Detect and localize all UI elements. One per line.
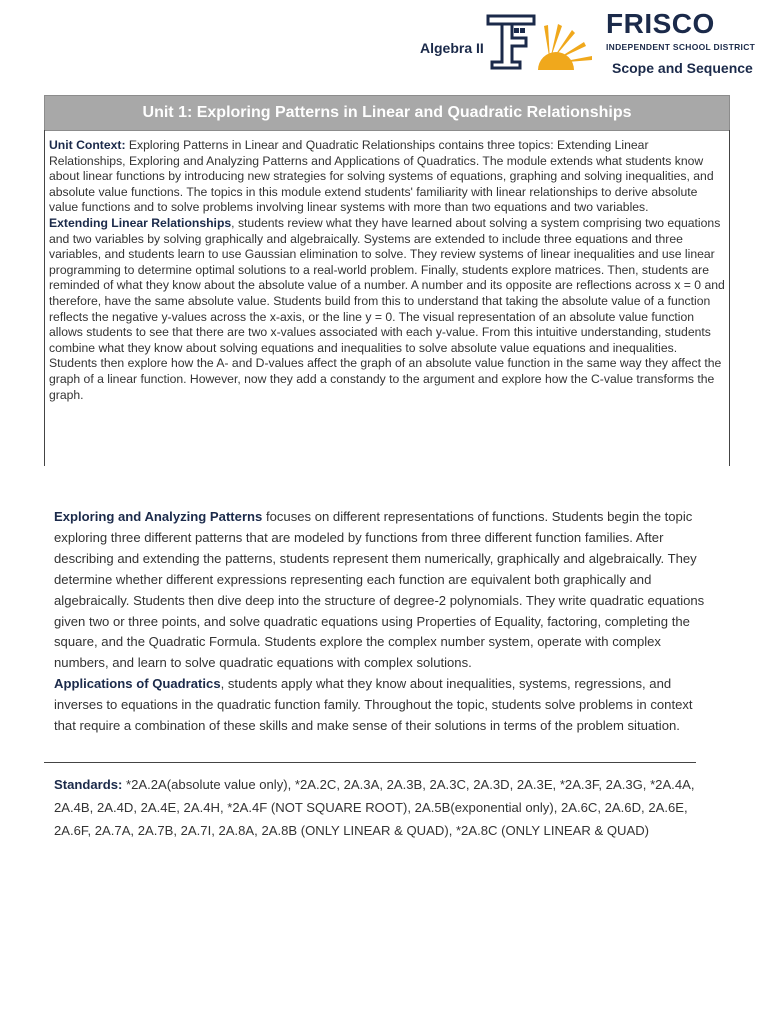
topic3-text: , students apply what they know about inequalities, systems, regressions, and inverses to equations in the quadratic function family. Throughout the topic, students solve problems in context that require a combination of these skills and make sense of their solutions in terms of the problem situation.: [54, 676, 693, 734]
topic1-text: , students review what they have learned about solving a system comprising two equations and two variables by solving graphically and algebraically. Systems are extended to include three equations and three variables, and students learn to use Gaussian elimination to solve. They review systems of linear inequalities and use linear programming to determine optimal solutions to a real-world problem. Finally, students explore matrices. Then, students are reminded of what they know about the absolute value of a number. A number and its opposite are reflections across x = 0 and therefore, have the same absolute value. Students build from this to understand that taking the absolute value of a function reflects the negative y-values across the x-axis, or the line y = 0. The visual representation of an absolute value function allows students to see that there are two x-values associated with each y-value. From this intuitive understanding, students combine what they know about solving equations and inequalities to solve absolute value equations and inequalities. Students then explore how the A- and D-values affect the graph of an absolute value function in the same way they affect the graph of a linear function. However, now they add a constandy to the argument and explore how the C-value transforms the graph.: [49, 215, 725, 402]
topics-section: [54, 507, 714, 737]
context-text: Exploring Patterns in Linear and Quadratic Relationships contains three topics: Extending Linear Relationships, Exploring and Analyzing Patterns and Applications of Quadratics. The module extends what students know about linear functions by introducing new strategies for solving systems of equations, graphing and solving inequalities, and absolute value functions. The topics in this module extend students' familiarity with linear relationships to derive absolute value functions and to solve problems involving linear systems with more than two equations and two variables.: [49, 138, 714, 215]
topic2-text: focuses on different representations of functions. Students begin the topic exploring three different patterns that are modeled by functions from three different function families. After describing and extending the patterns, students represent them numerically, graphically and algebraically. They determine whether different expressions representing each function are equivalent both graphically and algebraically. Students then dive deep into the structure of degree-2 polynomials. They write quadratic equations given two or three points, and solve quadratic equations using Properties of Equality, factoring, completing the square, and the Quadratic Formula. Students explore the complex number system, operate with complex numbers, and learn to solve quadratic equations with complex solutions.: [54, 509, 705, 671]
document-type: Scope and Sequence: [612, 60, 753, 76]
district-subtitle: INDEPENDENT SCHOOL DISTRICT: [606, 42, 756, 52]
district-name: FRISCO: [606, 8, 715, 39]
standards-text: *2A.2A(absolute value only), *2A.2C, 2A.3A, 2A.3B, 2A.3C, 2A.3D, 2A.3E, *2A.3F, 2A.3G, *2A.4A, 2A.4B, 2A.4D, 2A.4E, 2A.4H, *2A.4F (NOT SQUARE ROOT), 2A.5B(exponential only), 2A.6C, 2A.6D, 2A.6E, 2A.6F, 2A.7A, 2A.7B, 2A.7I, 2A.8A, 2A.8B (ONLY LINEAR & QUAD), *2A.8C (ONLY LINEAR & QUAD): [54, 777, 695, 838]
frisco-logo-icon: [480, 10, 600, 70]
section-divider: [44, 762, 696, 763]
topic3-label: Applications of Quadratics: [54, 676, 221, 692]
unit-title-bar: [44, 95, 730, 131]
unit-context-paragraph: [45, 130, 729, 403]
unit-title: Unit 1: Exploring Patterns in Linear and Quadratic Relationships: [142, 104, 632, 121]
course-title: Algebra II: [420, 40, 484, 56]
topic1-label: Extending Linear Relationships: [49, 215, 232, 230]
standards-section: [54, 773, 704, 842]
context-label: Unit Context:: [49, 138, 126, 152]
standards-label: Standards:: [54, 777, 123, 792]
page-header: [0, 0, 768, 90]
topic2-label: Exploring and Analyzing Patterns: [54, 509, 263, 524]
unit-context-box: [44, 130, 730, 466]
